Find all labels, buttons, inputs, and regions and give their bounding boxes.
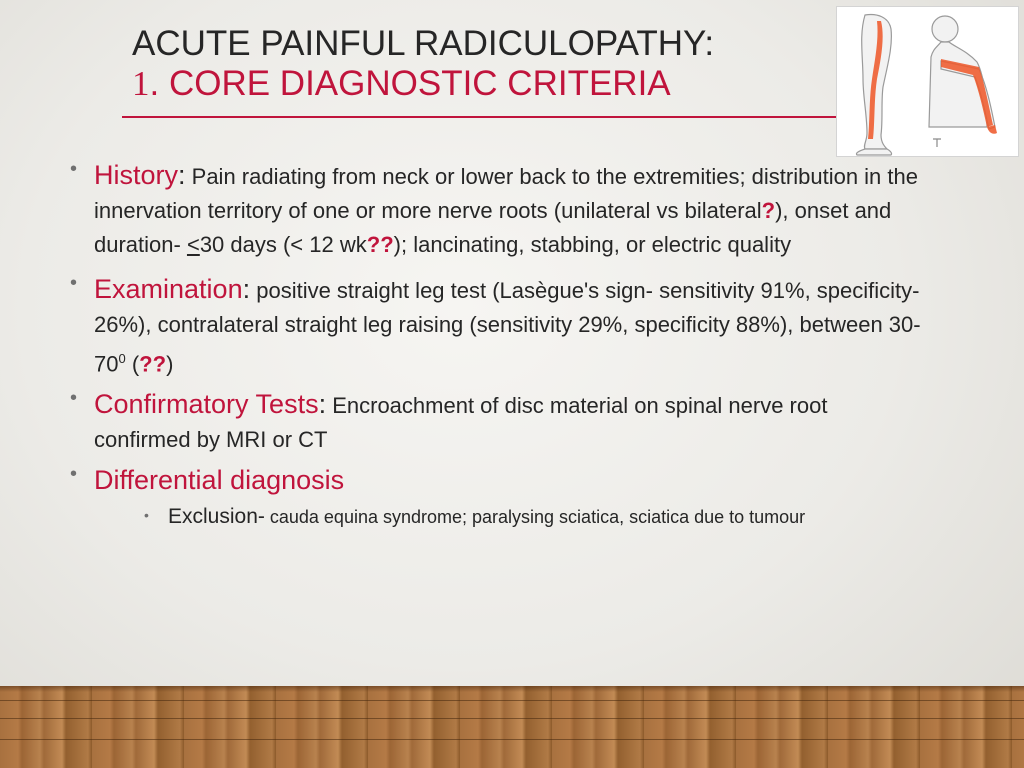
confirmatory-text: Encroachment of disc material on spinal nerve root confirmed by MRI or CT bbox=[94, 393, 828, 453]
body-diagram-icon bbox=[837, 7, 1018, 156]
bullet-examination bbox=[70, 272, 930, 381]
bullet-differential-diagnosis bbox=[70, 463, 930, 529]
history-text-1: Pain radiating from neck or lower back to the extremities; distribution in the innervation territory of one or more nerve roots (unilateral vs bilateral bbox=[94, 164, 918, 223]
history-label: History bbox=[94, 160, 179, 190]
bullet-dot-icon: • bbox=[70, 463, 78, 486]
slide-title bbox=[132, 24, 832, 104]
head-outline bbox=[932, 16, 958, 42]
examination-colon: : bbox=[242, 274, 251, 304]
examination-text-2: ( bbox=[125, 351, 140, 377]
history-query-2: ?? bbox=[366, 232, 394, 257]
wood-floor-decoration bbox=[0, 686, 1024, 768]
title-text: . CORE DIAGNOSTIC CRITERIA bbox=[149, 64, 671, 103]
bullet-dot-icon: • bbox=[70, 272, 78, 294]
title-line-1: ACUTE PAINFUL RADICULOPATHY: bbox=[132, 24, 715, 63]
history-text-2: ), onset and duration- bbox=[94, 198, 892, 257]
examination-label: Examination bbox=[94, 274, 243, 304]
history-text-4: ); lancinating, stabbing, or electric quality bbox=[393, 232, 792, 257]
history-query-1: ? bbox=[761, 198, 776, 223]
bullet-confirmatory-tests bbox=[70, 387, 930, 457]
examination-query: ?? bbox=[139, 351, 167, 377]
confirmatory-label: Confirmatory Tests bbox=[94, 389, 319, 420]
bullet-dot-icon: • bbox=[70, 387, 78, 410]
bullet-history bbox=[70, 158, 930, 262]
title-divider bbox=[122, 116, 838, 118]
examination-text-3: ) bbox=[166, 351, 174, 377]
history-colon: : bbox=[178, 160, 186, 190]
examination-text-1: positive straight leg test (Lasègue's sign- sensitivity 91%, specificity-26%), contralateral straight leg raising (sensitivity 29%, specificity 88%), between 30-70 bbox=[94, 278, 921, 377]
exclusion-text: cauda equina syndrome; paralysing sciatica, sciatica due to tumour bbox=[264, 507, 806, 528]
confirmatory-colon: : bbox=[318, 389, 327, 420]
nerve-pain-distribution-diagram bbox=[836, 6, 1019, 157]
title-line-2 bbox=[132, 64, 832, 104]
foot-outline bbox=[856, 149, 891, 155]
marker-icon bbox=[933, 139, 941, 147]
bullet-dot-icon: • bbox=[70, 158, 78, 180]
title-number: 1 bbox=[132, 64, 150, 103]
differential-label: Differential diagnosis bbox=[94, 465, 345, 496]
examination-degree: 0 bbox=[118, 351, 126, 366]
sub-bullet-dot-icon: • bbox=[144, 507, 149, 524]
bullet-list bbox=[70, 158, 930, 535]
history-lte: < bbox=[186, 232, 200, 257]
exclusion-label: Exclusion- bbox=[168, 505, 265, 529]
sub-bullet-exclusion bbox=[144, 505, 930, 529]
history-text-3: 30 days (< 12 wk bbox=[199, 232, 367, 257]
